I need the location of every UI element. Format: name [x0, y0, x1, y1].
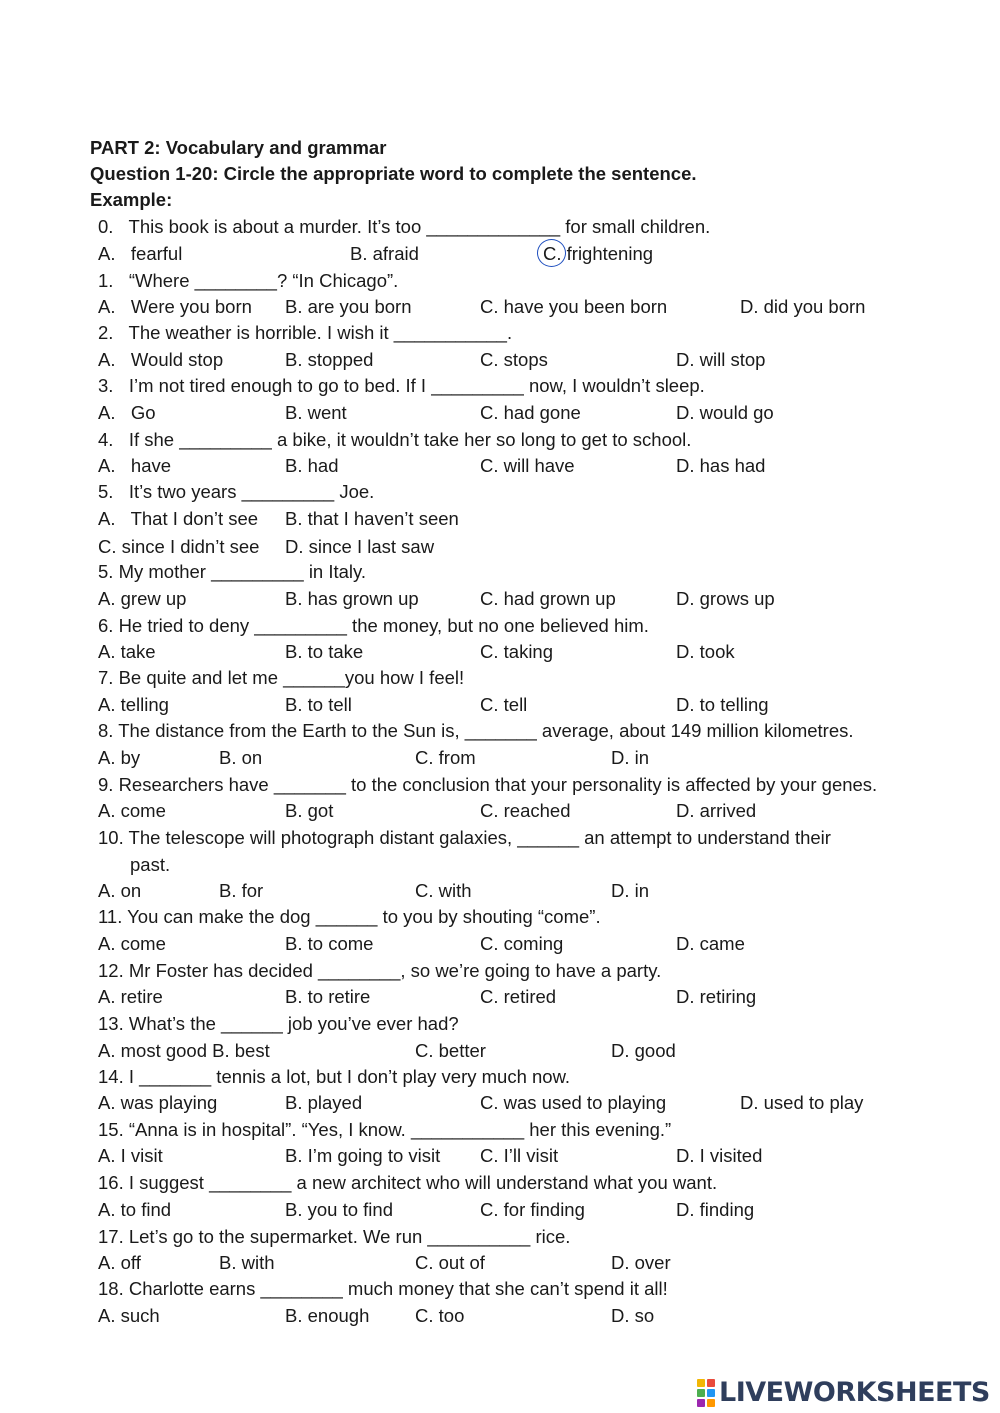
logo-square: [697, 1389, 705, 1397]
logo-square: [697, 1399, 705, 1407]
answer-option[interactable]: D. since I last saw: [285, 536, 435, 557]
logo-square: [707, 1389, 715, 1397]
answer-option[interactable]: C. frightening: [543, 243, 654, 264]
answer-option[interactable]: B. that I haven’t seen: [285, 508, 459, 529]
question-line: past.: [130, 854, 171, 875]
question-line: 2. The weather is horrible. I wish it ___________.: [98, 322, 513, 343]
answer-option[interactable]: A. grew up: [98, 588, 187, 609]
answer-option[interactable]: C. will have: [480, 455, 575, 476]
answer-option[interactable]: B. played: [285, 1092, 363, 1113]
question-line: 13. What’s the ______ job you’ve ever had?: [98, 1013, 459, 1034]
question-line: 16. I suggest ________ a new architect who will understand what you want.: [98, 1172, 718, 1193]
logo-square: [697, 1379, 705, 1387]
answer-option[interactable]: D. in: [611, 747, 650, 768]
answer-option[interactable]: B. afraid: [350, 243, 419, 264]
answer-option[interactable]: D. retiring: [676, 986, 757, 1007]
answer-circle-mark: [537, 239, 566, 267]
answer-option[interactable]: D. took: [676, 641, 735, 662]
answer-option[interactable]: A. most good B. best: [98, 1040, 270, 1061]
answer-option[interactable]: D. has had: [676, 455, 766, 476]
question-line: 14. I _______ tennis a lot, but I don’t play very much now.: [98, 1066, 571, 1087]
answer-option[interactable]: A. come: [98, 800, 166, 821]
answer-option[interactable]: D. I visited: [676, 1145, 763, 1166]
answer-option[interactable]: A. telling: [98, 694, 169, 715]
question-line: 6. He tried to deny _________ the money, but no one believed him.: [98, 615, 649, 636]
answer-option[interactable]: A. off: [98, 1252, 141, 1273]
question-line: 8. The distance from the Earth to the Sun is, _______ average, about 149 million kilometres.: [98, 720, 854, 741]
question-line: 15. “Anna is in hospital”. “Yes, I know. ___________ her this evening.”: [98, 1119, 672, 1140]
question-line: 4. If she _________ a bike, it wouldn’t take her so long to get to school.: [98, 429, 692, 450]
answer-option[interactable]: C. since I didn’t see: [98, 536, 260, 557]
answer-option[interactable]: C. had gone: [480, 402, 581, 423]
question-line: 17. Let’s go to the supermarket. We run __________ rice.: [98, 1226, 571, 1247]
answer-option[interactable]: B. got: [285, 800, 334, 821]
answer-option[interactable]: B. to take: [285, 641, 364, 662]
answer-option[interactable]: A. Go: [98, 402, 156, 423]
answer-option[interactable]: D. came: [676, 933, 745, 954]
question-line: 9. Researchers have _______ to the conclusion that your personality is affected by your genes.: [98, 774, 878, 795]
answer-option[interactable]: D. good: [611, 1040, 676, 1061]
liveworksheets-logo: [697, 1377, 990, 1409]
answer-option[interactable]: C. retired: [480, 986, 557, 1007]
answer-option[interactable]: A. on: [98, 880, 142, 901]
question-line: 0. This book is about a murder. It’s too _____________ for small children.: [98, 216, 711, 237]
answer-option[interactable]: C. too: [415, 1305, 465, 1326]
answer-option[interactable]: B. had: [285, 455, 339, 476]
answer-option[interactable]: B. are you born: [285, 296, 412, 317]
answer-option[interactable]: C. coming: [480, 933, 564, 954]
answer-option[interactable]: D. arrived: [676, 800, 757, 821]
answer-option[interactable]: C. tell: [480, 694, 528, 715]
answer-option[interactable]: B. you to find: [285, 1199, 393, 1220]
answer-option[interactable]: C. with: [415, 880, 472, 901]
answer-option[interactable]: D. did you born: [740, 296, 866, 317]
instruction: Question 1-20: Circle the appropriate word to complete the sentence.: [90, 163, 697, 184]
answer-option[interactable]: B. to retire: [285, 986, 371, 1007]
answer-option[interactable]: A. was playing: [98, 1092, 218, 1113]
answer-option[interactable]: A. Would stop: [98, 349, 224, 370]
answer-option[interactable]: A. take: [98, 641, 156, 662]
answer-option[interactable]: D. in: [611, 880, 650, 901]
answer-option[interactable]: C. had grown up: [480, 588, 616, 609]
question-line: 12. Mr Foster has decided ________, so we’re going to have a party.: [98, 960, 662, 981]
answer-option[interactable]: B. on: [219, 747, 263, 768]
answer-option[interactable]: C. better: [415, 1040, 486, 1061]
answer-option[interactable]: D. grows up: [676, 588, 775, 609]
answer-option[interactable]: A. to find: [98, 1199, 172, 1220]
logo-text: LIVEWORKSHEETS: [719, 1377, 990, 1408]
answer-option[interactable]: D. over: [611, 1252, 671, 1273]
question-line: 1. “Where ________? “In Chicago”.: [98, 270, 399, 291]
question-line: 3. I’m not tired enough to go to bed. If I _________ now, I wouldn’t sleep.: [98, 375, 705, 396]
logo-grid-icon: [697, 1379, 715, 1407]
answer-option[interactable]: D. finding: [676, 1199, 755, 1220]
example-label: Example:: [90, 189, 173, 210]
answer-option[interactable]: C. I’ll visit: [480, 1145, 559, 1166]
answer-option[interactable]: D. used to play: [740, 1092, 864, 1113]
logo-square: [707, 1379, 715, 1387]
part-title: PART 2: Vocabulary and grammar: [90, 137, 387, 158]
answer-option[interactable]: B. enough: [285, 1305, 370, 1326]
logo-square: [707, 1399, 715, 1407]
answer-option[interactable]: A. retire: [98, 986, 163, 1007]
question-line: 5. My mother _________ in Italy.: [98, 561, 367, 582]
question-line: 10. The telescope will photograph distant galaxies, ______ an attempt to understand their: [98, 827, 831, 848]
answer-option[interactable]: C. from: [415, 747, 476, 768]
answer-option[interactable]: A. That I don’t see: [98, 508, 259, 529]
answer-option[interactable]: D. will stop: [676, 349, 766, 370]
answer-option[interactable]: B. with: [219, 1252, 275, 1273]
answer-option[interactable]: A. Were you born: [98, 296, 252, 317]
question-line: 7. Be quite and let me ______you how I feel!: [98, 667, 465, 688]
question-line: 11. You can make the dog ______ to you by shouting “come”.: [98, 906, 601, 927]
answer-option[interactable]: C. was used to playing: [480, 1092, 667, 1113]
answer-option[interactable]: B. has grown up: [285, 588, 419, 609]
answer-option[interactable]: A. by: [98, 747, 141, 768]
answer-option[interactable]: B. I’m going to visit: [285, 1145, 441, 1166]
question-line: 5. It’s two years _________ Joe.: [98, 481, 375, 502]
question-line: 18. Charlotte earns ________ much money that she can’t spend it all!: [98, 1278, 668, 1299]
answer-option[interactable]: D. so: [611, 1305, 655, 1326]
answer-option[interactable]: A. I visit: [98, 1145, 163, 1166]
answer-option[interactable]: C. stops: [480, 349, 548, 370]
answer-option[interactable]: A. come: [98, 933, 166, 954]
answer-option[interactable]: B. to tell: [285, 694, 352, 715]
answer-option[interactable]: C. reached: [480, 800, 571, 821]
answer-option[interactable]: B. for: [219, 880, 264, 901]
answer-option[interactable]: C. have you been born: [480, 296, 668, 317]
answer-option[interactable]: A. such: [98, 1305, 160, 1326]
answer-option[interactable]: C. taking: [480, 641, 554, 662]
answer-option[interactable]: B. stopped: [285, 349, 374, 370]
answer-option[interactable]: D. would go: [676, 402, 774, 423]
answer-option[interactable]: B. went: [285, 402, 347, 423]
answer-option[interactable]: A. fearful: [98, 243, 183, 264]
answer-option[interactable]: A. have: [98, 455, 172, 476]
answer-option[interactable]: C. for finding: [480, 1199, 585, 1220]
answer-option[interactable]: D. to telling: [676, 694, 769, 715]
answer-option[interactable]: C. out of: [415, 1252, 485, 1273]
answer-option[interactable]: B. to come: [285, 933, 374, 954]
